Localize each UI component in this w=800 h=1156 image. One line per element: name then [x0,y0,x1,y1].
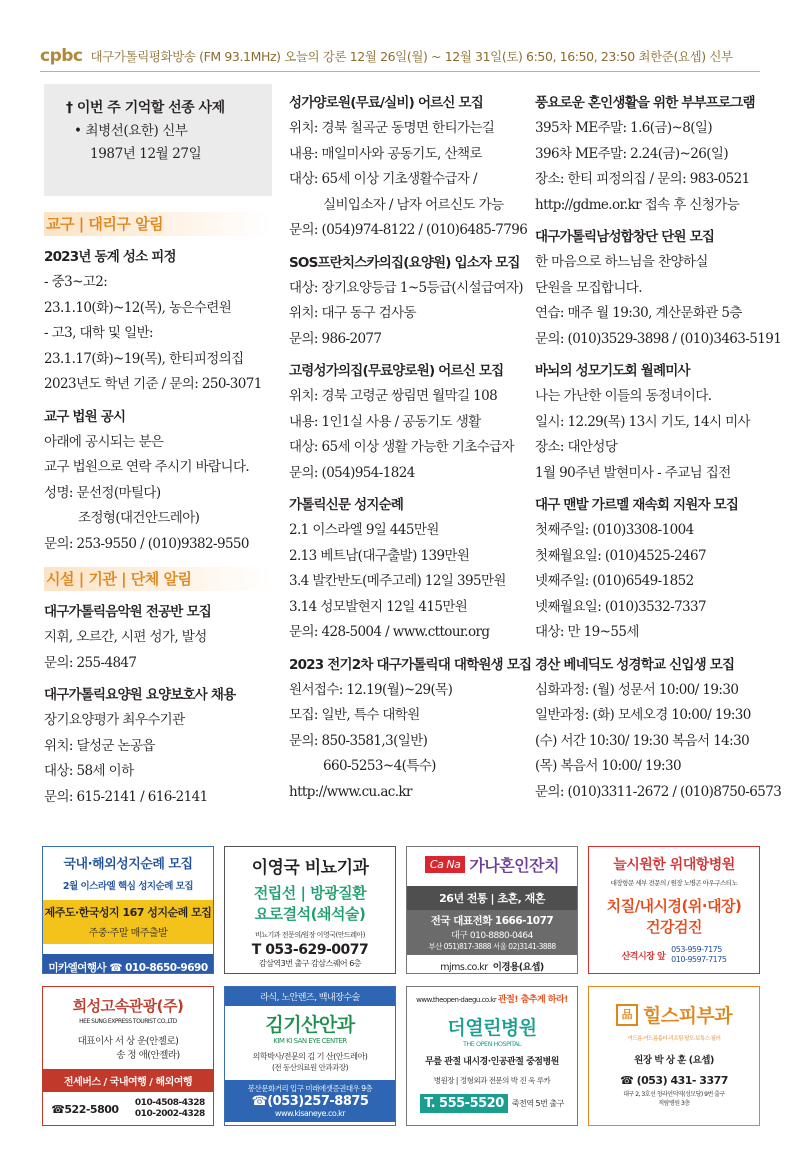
ad7-web: www.theopen-daegu.co.kr [416,996,497,1004]
ad1-l2: 2월 이스라엘 핵심 성지순례 모집 [62,881,194,892]
notice-line: 문의: (054)974-8122 / (010)6485-7796 [289,222,528,238]
ad7-loc: 죽전역 5번 출구 [511,1099,564,1108]
notice-line: 모집: 일반, 특수 대학원 [289,707,420,723]
ad-eye-center[interactable] [224,986,396,1126]
ad-grid [42,846,760,1132]
ad4-ph1: 053-959-7175 [671,945,722,954]
header-bar [40,40,760,72]
memorial-box [44,84,272,196]
notice-line: 2.1 이스라엘 9일 445만원 [289,522,439,538]
notice-line: 첫째주일: (010)3308-1004 [535,522,694,538]
notice-line: 문의: (054)954-1824 [289,464,415,481]
notice-line: 문의: (010)3529-3898 / (010)3463-5191 [535,330,782,347]
ad1-l1: 국내·해외성지순례 모집 [63,857,193,872]
notice-line: 대상: 65세 이상 기초생활수급자 / [289,171,477,187]
notice-line: 문의: 615-2141 / 616-2141 [44,788,208,805]
ad4-l2: 건강검진 [646,918,702,936]
ad3-l1: 26년 전통 | 초혼, 재혼 [407,886,577,910]
notice-title: 2023년 동계 성소 피정 [44,249,176,265]
cpbc-logo: cpbc [40,45,83,66]
ad2-l1: 전립선 | 방광질환 [253,884,367,902]
ad2-phone: T 053-629-0077 [251,942,369,958]
ad3-logo: Ca Na [425,856,465,873]
notice-title: 풍요로운 혼인생활을 위한 부부프로그램 [535,95,755,111]
notice-line: 나는 가난한 이들의 동정녀이다. [535,388,712,404]
ad4-l1: 치질/내시경(위·대장) [606,897,742,915]
notice-line: 단원을 모집합니다. [535,279,642,296]
notice-line: 대상: 만 19~55세 [535,624,639,640]
ad8-doc: 원장 박 상 훈 (요셉) [634,1055,714,1066]
memorial-title: † 이번 주 기억할 선종 사제 [66,100,225,116]
notice-line: 실비입소자 / 남자 어르신도 가능 [323,196,504,213]
ad3-web: mjms.co.kr [440,962,488,973]
notice-line: http://gdme.or.kr 접속 후 신청가능 [535,196,740,213]
ad1-l3: 제주도·한국성지 167 성지순례 모집 [43,900,213,924]
ad4-ph2: 010-9597-7175 [671,955,727,964]
ad7-doc: 병원장 | 정형외과 전문의 박 진 욱 루카 [433,1076,551,1085]
notice-line: 내용: 매일미사와 공동기도, 산책로 [289,145,482,162]
ad5-service: 전세버스 / 국내여행 / 해외여행 [43,1069,213,1092]
notice-line: 넷째월요일: (010)3532-7337 [535,598,707,615]
notice-line: 660-5253~4(특수) [323,758,436,774]
notice-line: 위치: 경북 칠곡군 동명면 한티가는길 [289,120,495,136]
ad3-l3: 대구 010-8880-0464 [407,928,577,941]
notice-line: 문의: 428-5004 / www.cttour.org [289,624,490,640]
notice-title: 대구 맨발 가르멜 재속회 지원자 모집 [535,497,739,513]
ad3-title: 가나혼인잔치 [469,856,560,875]
ad5-en: HEE SUNG EXPRESS TOURIST CO.,LTD [79,1018,177,1025]
ad-open-hospital[interactable] [406,986,578,1126]
notice-line: 심화과정: (월) 성문서 10:00/ 19:30 [535,681,739,698]
notice-title: 2023 전기2차 대구가톨릭대 대학원생 모집 [289,656,532,673]
ad7-slogan: 관절! 춤추게 하라! [497,995,568,1005]
memorial-date: 1987년 12월 27일 [90,146,202,162]
notice-line: 2023년도 학년 기준 / 문의: 250-3071 [44,376,262,392]
notice-line: 위치: 경북 고령군 쌍림면 월막길 108 [289,388,498,404]
ad6-title: 김기산안과 [265,1014,355,1036]
notice-line: 23.1.17(화)~19(목), 한티피정의집 [44,350,244,367]
notice-line: 교구 법원으로 연락 주시기 바랍니다. [44,459,250,475]
column-2 [289,84,532,805]
ad6-l1: 라식, 노안렌즈, 백내장수술 [225,987,395,1006]
ad-urology[interactable] [224,846,396,974]
notice-line: (수) 서간 10:30/ 19:30 복음서 14:30 [535,732,750,749]
ad1-l5: 미카엘여행사 ☎ 010-8650-9690 [43,954,213,974]
notice-line: 위치: 달성군 논공읍 [44,737,155,754]
clinic-logo-icon: 品 [616,1004,638,1026]
notice-line: 위치: 대구 동구 검사동 [289,305,416,321]
ad2-l2: 요로결석(쇄석술) [254,905,366,923]
notice-line: 3.14 성모발현지 12일 415만원 [289,598,468,615]
notice-line: 대상: 장기요양등급 1~5등급(시설급여자) [289,279,523,296]
notice-line: - 중3~고2: [44,274,108,290]
notice-title: 가톨릭신문 성지순례 [289,497,404,513]
ad8-addr: 대구 2, 3호선 청라언덕역(성모당) 9번 출구 [623,1091,725,1098]
notice-line: 문의: 255-4847 [44,654,137,671]
notice-line: 3.4 발칸반도(메주고레) 12일 395만원 [289,573,506,589]
ad6-en: KIM KI SAN EYE CENTER [273,1037,347,1045]
notice-line: 1월 90주년 발현미사 - 주교님 집전 [535,464,731,481]
ad6-web: www.kisaneye.co.kr [225,1109,395,1122]
ad2-title: 이영국 비뇨기과 [251,858,369,878]
notice-title: 경산 베네딕도 성경학교 신입생 모집 [535,656,735,673]
notice-title: 성가양로원(무료/실비) 어르신 모집 [289,95,484,111]
ad6-phone: ☎(053)257-8875 [225,1094,395,1109]
notice-title: 대구가톨릭음악원 전공반 모집 [44,604,211,620]
ad1-l4: 주중·주말 매주출발 [43,924,213,944]
ad4-loc: 산격시장 앞 [621,951,666,962]
memorial-priest: • 최병선(요한) 신부 [74,123,188,139]
notice-line: 한 마음으로 하느님을 찬양하실 [535,254,708,270]
ad-hospital-wi[interactable] [588,846,760,974]
notice-line: 문의: 850-3581,3(일반) [289,732,428,749]
ad6-addr: 봉산문화거리 입구 미래에셋증권대우 9층 [225,1080,395,1094]
notice-line: 성명: 문선정(마틸다) [44,484,161,501]
ad7-phone: T. 555-5520 [420,1094,508,1113]
notice-title: 대구가톨릭요양원 요양보호사 채용 [44,687,236,703]
column-1 [44,84,272,810]
ad8-title: 힐스피부과 [642,1005,733,1027]
ad5-m2: 010-2002-4328 [134,1109,205,1119]
section-facilities: 시설 | 기관 | 단체 알림 [44,567,272,591]
ad-bus-tour[interactable] [42,986,214,1126]
ad5-title: 희성고속관광(주) [72,997,184,1015]
section-diocese: 교구 | 대리구 알림 [44,212,272,236]
ad6-doc: 의학박사/전문의 김 기 산(안드레아) [252,1052,368,1061]
notice-line: 일시: 12.29(목) 13시 기도, 14시 미사 [535,413,751,430]
ad2-addr: 감삼역3번 출구 감삼스퀘어 6층 [258,959,362,968]
notice-line: 395차 ME주말: 1.6(금)~8(일) [535,120,713,136]
notice-line: 장기요양평가 최우수기관 [44,712,185,728]
ad-pilgrimage[interactable] [42,846,214,974]
notice-line: 원서접수: 12.19(월)~29(목) [289,681,453,698]
ad-skin-clinic[interactable] [588,986,760,1126]
notice-line: 23.1.10(화)~12(목), 농은수련원 [44,299,232,316]
notice-title: 고령성가의집(무료양로원) 어르신 모집 [289,363,504,379]
notice-line: 아래에 공시되는 분은 [44,433,164,450]
notice-line: 장소: 대안성당 [535,439,618,455]
notice-line: 2.13 베트남(대구출발) 139만원 [289,547,470,564]
notice-title: 대구가톨릭남성합창단 단원 모집 [535,229,715,245]
notice-line: 넷째주일: (010)6549-1852 [535,573,694,589]
ad5-ceo1: 대표이사 서 상 운(안젤로) [77,1036,179,1047]
notice-title: SOS프란치스카의집(요양원) 입소자 모집 [289,254,520,271]
notice-line: http://www.cu.ac.kr [289,783,412,800]
ad3-l2: 전국 대표전화 1666-1077 [407,910,577,928]
notice-line: 장소: 한티 피정의집 / 문의: 983-0521 [535,171,750,187]
ad7-spec: 무릎 관절 내시경·인공관절 중점병원 [425,1057,559,1067]
ad2-l3: 비뇨기과 전문의/원장 이영국(안드레아) [255,931,365,939]
notice-line: 연습: 매주 월 19:30, 계산문화관 5층 [535,305,742,321]
column-3 [535,84,782,805]
notice-line: 대상: 58세 이하 [44,763,134,779]
notice-line: (목) 복음서 10:00/ 19:30 [535,758,681,774]
notice-line: 일반과정: (화) 모세오경 10:00/ 19:30 [535,707,751,723]
notice-line: - 고3, 대학 및 일반: [44,325,154,341]
notice-line: 지휘, 오르간, 시편 성가, 발성 [44,629,207,645]
ad3-rep: 이경용(요셉) [492,962,544,973]
notice-line: 대상: 65세 이상 생활 가능한 기초수급자 [289,439,514,455]
notice-line: 396차 ME주말: 2.24(금)~26(일) [535,145,728,162]
notice-line: 첫째월요일: (010)4525-2467 [535,547,707,564]
ad5-phone: ☎522-5800 [51,1102,119,1116]
ad5-m1: 010-4508-4328 [134,1098,205,1108]
notice-line: 조정형(대건안드레아) [78,510,200,526]
notice-line: 문의: (010)3311-2672 / (010)8750-6573 [535,783,782,800]
ad5-ceo2: 송 정 애(안젤라) [116,1050,180,1061]
ad4-title: 늘시원한 위대항병원 [613,857,735,873]
notice-title: 교구 법원 공시 [44,408,126,425]
notice-line: 내용: 1인1실 사용 / 공동기도 생활 [289,413,481,430]
ad3-l4: 부산 051)817-3888 서울 02)3141-3888 [407,941,577,955]
notice-line: 문의: 986-2077 [289,330,382,347]
ad8-addr2: 적람병원 3층 [658,1100,690,1107]
notice-title: 바뇌의 성모기도회 월례미사 [535,363,690,379]
ad-wedding[interactable] [406,846,578,974]
header-text: 대구가톨릭평화방송 (FM 93.1MHz) 오늘의 강론 12월 26일(월) ~ 12월 31일(토) 6:50, 16:50, 23:50 최한준(요셉) 신부 [90,48,733,64]
ad7-en: THE OPEN HOSPITAL [462,1040,522,1048]
ad7-title: 더열린병원 [447,1017,537,1039]
notice-line: 문의: 253-9550 / (010)9382-9550 [44,535,249,552]
ad6-doc2: (전 동산의료원 안과과장) [271,1063,349,1072]
ad8-svc: 여드름·여드름흉터·리프팅·탈모·보톡스·필러 [627,1036,721,1042]
ad4-doc: 대장항문 세부 전문의 / 원장 노병곤 아우구스티노 [610,879,738,887]
ad8-phone: ☎ (053) 431- 3377 [620,1074,728,1087]
